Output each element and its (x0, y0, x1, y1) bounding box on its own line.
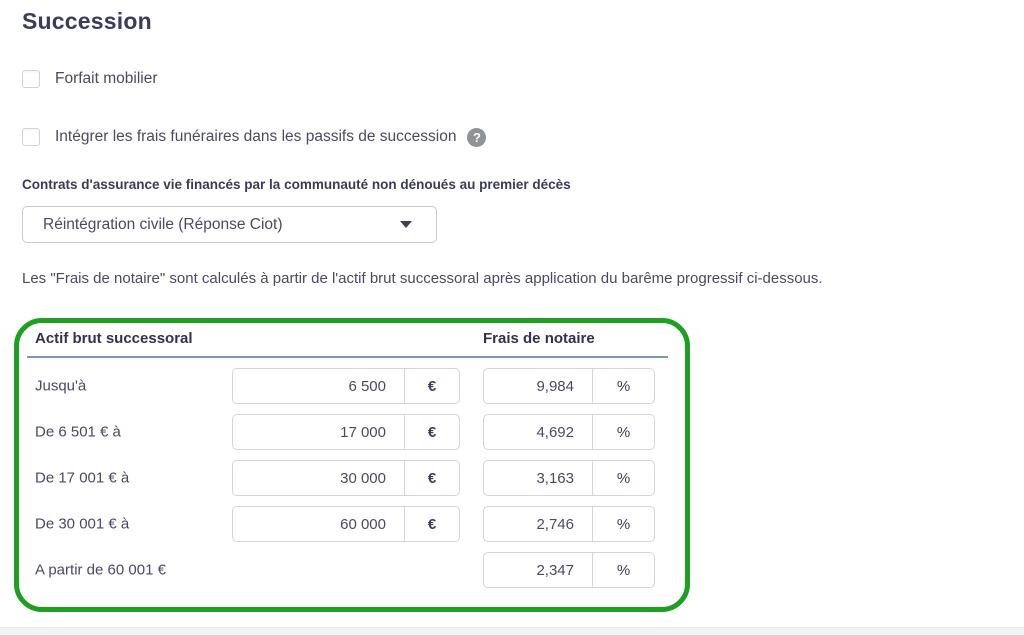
rate-input[interactable]: 4,692 (484, 415, 593, 449)
bareme-row (19, 506, 685, 542)
amount-field[interactable] (232, 506, 460, 542)
forfait-mobilier-checkbox[interactable] (22, 70, 40, 88)
amount-input[interactable]: 60 000 (233, 507, 405, 541)
frais-funeraires-checkbox[interactable] (22, 128, 40, 146)
bracket-label: Jusqu'à (35, 377, 87, 395)
bareme-row (19, 414, 685, 450)
euro-suffix: € (427, 515, 437, 533)
column-header-asset: Actif brut successoral (35, 330, 193, 347)
percent-suffix: % (616, 469, 631, 487)
rate-field[interactable] (483, 506, 655, 542)
rate-input[interactable]: 3,163 (484, 461, 593, 495)
help-icon[interactable]: ? (467, 128, 486, 147)
percent-suffix: % (616, 561, 631, 579)
rate-input[interactable]: 2,746 (484, 507, 593, 541)
chevron-down-icon (400, 221, 412, 228)
rate-field[interactable] (483, 368, 655, 404)
assurance-vie-selected-value: Réintégration civile (Réponse Ciot) (43, 215, 283, 233)
forfait-mobilier-label: Forfait mobilier (55, 70, 158, 87)
frais-funeraires-label: Intégrer les frais funéraires dans les passifs de succession (55, 128, 457, 145)
bracket-label: De 30 001 € à (35, 515, 130, 533)
percent-suffix: % (616, 377, 631, 395)
rate-input[interactable]: 2,347 (484, 553, 593, 587)
bracket-label: De 17 001 € à (35, 469, 130, 487)
page-title: Succession (22, 8, 152, 34)
forfait-mobilier-option (22, 69, 158, 89)
amount-field[interactable] (232, 460, 460, 496)
rate-field[interactable] (483, 460, 655, 496)
percent-suffix: % (616, 515, 631, 533)
euro-suffix: € (427, 469, 437, 487)
rate-field[interactable] (483, 414, 655, 450)
euro-suffix: € (427, 423, 437, 441)
bareme-row (19, 552, 685, 588)
amount-input[interactable]: 6 500 (233, 369, 405, 403)
frais-funeraires-option (22, 127, 486, 147)
header-divider (27, 356, 668, 358)
assurance-vie-select[interactable] (22, 206, 437, 243)
amount-field[interactable] (232, 368, 460, 404)
euro-suffix: € (427, 377, 437, 395)
bareme-row (19, 460, 685, 496)
column-header-fees: Frais de notaire (483, 330, 595, 347)
amount-input[interactable]: 30 000 (233, 461, 405, 495)
rate-input[interactable]: 9,984 (484, 369, 593, 403)
notaire-note: Les "Frais de notaire" sont calculés à partir de l'actif brut successoral après application du barême progressif ci-dessous. (22, 270, 823, 287)
bareme-table (14, 318, 690, 612)
amount-input[interactable]: 17 000 (233, 415, 405, 449)
bracket-label: De 6 501 € à (35, 423, 121, 441)
bracket-label: A partir de 60 001 € (35, 561, 166, 579)
rate-field[interactable] (483, 552, 655, 588)
bareme-row (19, 368, 685, 404)
assurance-vie-label: Contrats d'assurance vie financés par la communauté non dénoués au premier décès (22, 177, 571, 192)
percent-suffix: % (616, 423, 631, 441)
amount-field[interactable] (232, 414, 460, 450)
section-divider (0, 627, 1024, 635)
